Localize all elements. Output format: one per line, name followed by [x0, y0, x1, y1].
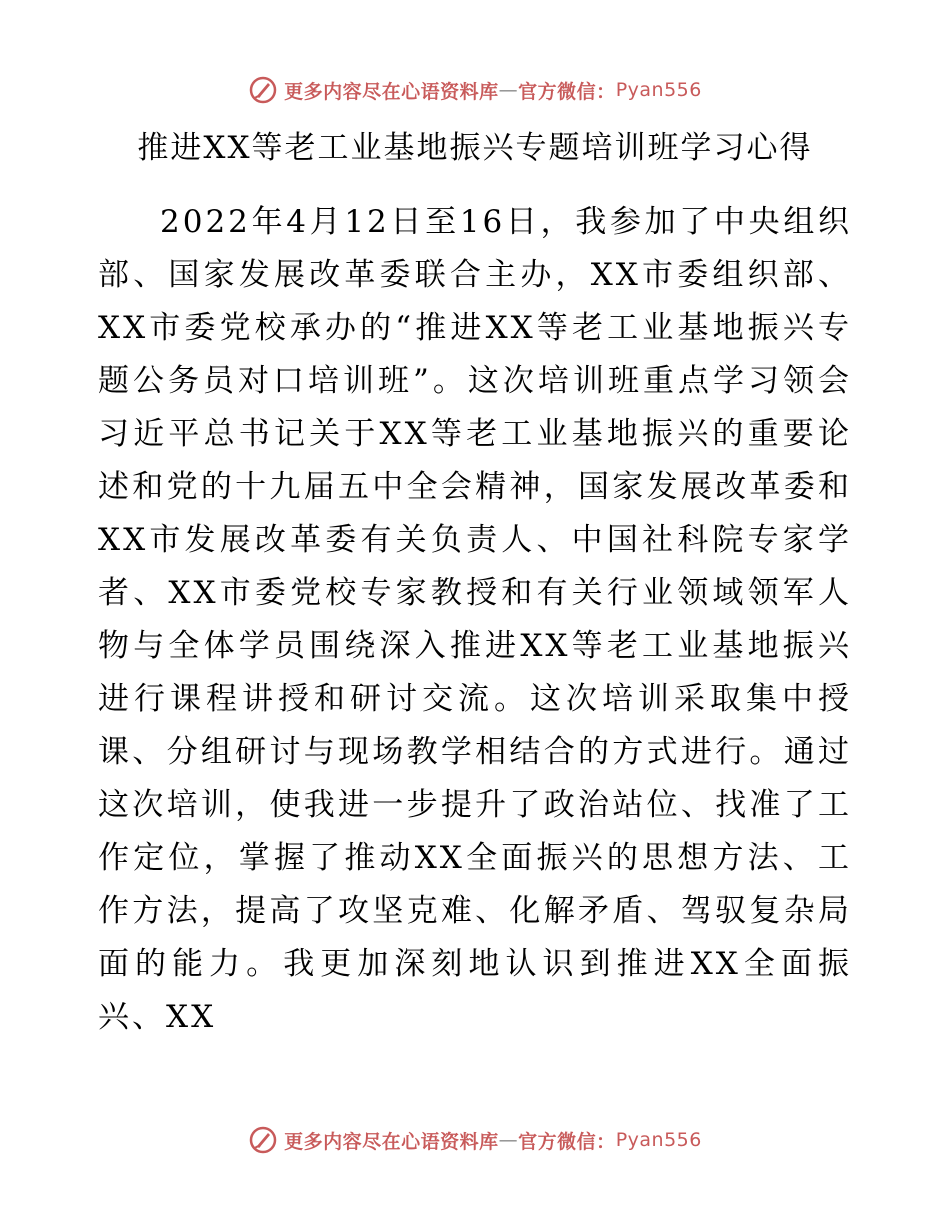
watermark-wechat-id: Pyan556 — [615, 79, 702, 101]
footer-watermark — [0, 1120, 950, 1160]
watermark-official-text: 官方微信： — [518, 1130, 616, 1153]
watermark-separator: — — [498, 79, 519, 101]
document-title: 推进XX等老工业基地振兴专题培训班学习心得 — [137, 130, 813, 166]
watermark-separator: — — [498, 1129, 519, 1151]
watermark-wechat-id: Pyan556 — [615, 1129, 702, 1151]
header-watermark — [0, 70, 950, 110]
quill-circle-icon — [248, 75, 278, 105]
watermark-library-text: 更多内容尽在心语资料库 — [284, 80, 499, 103]
document-paragraph: 2022年4月12日至16日，我参加了中央组织部、国家发展改革委联合主办，XX市委组织部、XX市委党校承办的“推进XX等老工业基地振兴专题公务员对口培训班”。这次培训班重点学习领会习近平总书记关于XX等老工业基地振兴的重要论述和党的十九届五中全会精神，国家发展改革委和XX市发展改革委有关负责人、中国社科院专家学者、XX市委党校专家教授和有关行业领域领军人物与全体学员围绕深入推进XX等老工业基地振兴进行课程讲授和研讨交流。这次培训采取集中授课、分组研讨与现场教学相结合的方式进行。通过这次培训，使我进一步提升了政治站位、找准了工作定位，掌握了推动XX全面振兴的思想方法、工作方法，提高了攻坚克难、化解矛盾、驾驭复杂局面的能力。我更加深刻地认识到推进XX全面振兴、XX — [98, 204, 852, 1035]
watermark-official-text: 官方微信： — [518, 80, 616, 103]
watermark-library-text: 更多内容尽在心语资料库 — [284, 1130, 499, 1153]
quill-circle-icon — [248, 1125, 278, 1155]
